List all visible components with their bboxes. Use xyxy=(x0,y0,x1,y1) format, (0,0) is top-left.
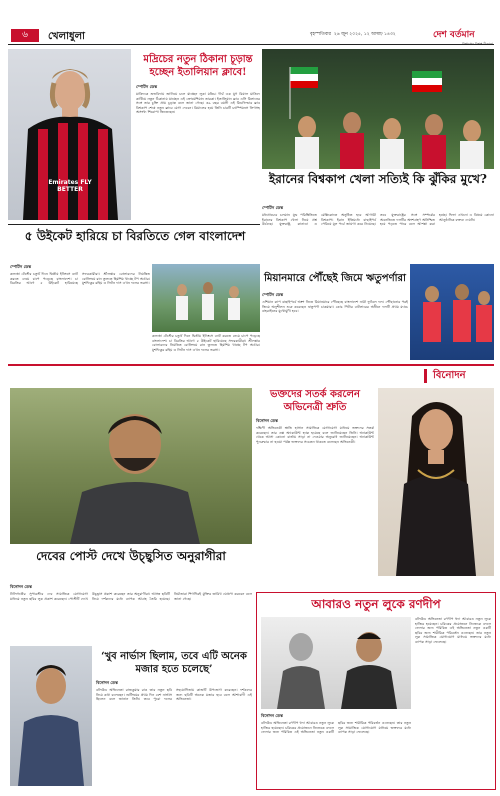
ranadip-photo xyxy=(261,617,411,709)
bangladesh-body: কলম্বো টেস্টের চতুর্থ দিনে দ্বিতীয় ইনিংসে ব্যাট করতে নেমে চাপে পড়েছে বাংলাদেশ। চা বিরতির আগে ৫ উইকেট হারিয়েছে সফরকারীরা। শ্রীলঙ্কার বোলারদের নিয়ন্ত্রিত বোলিংয়ে রান তুলতে হিমশিম খাচ্ছে টপ অর্ডার। মুশফিকুর রহিম ও লিটন দাস এখন দলের ভরসা। xyxy=(10,272,150,286)
shirt-sponsor: Emirates FLY BETTER xyxy=(48,179,92,193)
miyanmar-body: এশিয়ান কাপ বাছাইপর্বে অংশ নিতে মিয়ানমারে পৌঁছেছে বাংলাদেশ নারী ফুটবল দল। পৌঁছানোর পরই জিমে অনুশীলন শুরু করেছেন ঋতুপর্ণা চাকমারা। কোচ পিটার বাটলারের অধীনে দলটি প্রথম ম্যাচে বাহরাইনের মুখোমুখি হবে। xyxy=(262,300,408,314)
dev-byline: বিনোদন ডেস্ক xyxy=(10,584,32,589)
player-figure xyxy=(8,49,131,220)
dev-body: টালিগঞ্জের সুপারস্টার দেব সামাজিক যোগাযোগ মাধ্যমে নতুন ছবির লুক প্রকাশ করেছেন। পোস্টটি দেখে উচ্ছ্বাস প্রকাশ করেছেন তার অনুরাগীরা। আসন্ন ছবিটি নিয়ে দর্শকদের মধ্যে ব্যাপক আগ্রহ তৈরি হয়েছে। নির্মাতারা শিগগিরই মুক্তির তারিখ ঘোষণা করবেন বলে জানা গেছে। xyxy=(10,592,252,601)
miyanmar-headline: মিয়ানমারে পৌঁছেই জিমে ঋতুপর্ণারা xyxy=(264,273,406,284)
iran-headline: ইরানের বিশ্বকাপ খেলা সত্যিই কি ঝুঁকির মুখে? xyxy=(269,172,487,186)
rule-1 xyxy=(8,224,260,225)
cricket-players xyxy=(152,264,260,332)
rajkummar-headline: ‘খুব নার্ভাস ছিলাম, তবে এটি অনেক মজার হতে চলেছে’ xyxy=(101,651,247,675)
ranadip-headline: আবারও নতুন লুকে রণদীপ xyxy=(311,597,441,611)
modric-byline: স্পোর্টস ডেস্ক xyxy=(136,84,158,89)
ranadip-byline: বিনোদন ডেস্ক xyxy=(261,713,283,718)
dateline xyxy=(310,31,396,38)
ranadip-figures xyxy=(261,617,411,709)
shruti-body: দক্ষিণী অভিনেত্রী শ্রুতি হাসান সামাজিক যোগাযোগ মাধ্যমে ভক্তদের সতর্ক করেছেন। তার এক্স অ্যাকাউন্ট হ্যাক হয়েছে বলে জানিয়েছেন তিনি। অ্যাকাউন্ট থেকে আসা কোনো বার্তায় সাড়া না দেওয়ার অনুরোধ জানিয়েছেন। অ্যাকাউন্ট পুনরুদ্ধার না হওয়া পর্যন্ত ভক্তদের সচেতন থাকতে বলেছেন অভিনেত্রী। xyxy=(256,426,374,444)
dev-figure xyxy=(10,388,252,544)
women-footballers xyxy=(410,264,494,360)
ranadip-body-cont: বলিউড অভিনেতা রণদীপ হুদা আবারও নতুন লুকে হাজির হয়েছেন। চরিত্রের প্রয়োজনে নিজেকে বদলে ফেলার জন্য পরিচিত এই অভিনেতা নতুন একটি ছবির জন্য শারীরিক পরিবর্তন এনেছেন। তার নতুন লুক সামাজিক যোগাযোগ মাধ্যমে ভক্তদের মধ্যে ব্যাপক সাড়া ফেলেছে। xyxy=(415,617,491,644)
masthead-logo xyxy=(433,27,493,44)
shruti-photo xyxy=(378,388,494,576)
modric-photo xyxy=(8,49,131,220)
logo-subtitle xyxy=(433,42,493,48)
bangladesh-byline: স্পোর্টস ডেস্ক xyxy=(10,264,32,269)
ranadip-body: বলিউড অভিনেতা রণদীপ হুদা আবারও নতুন লুকে হাজির হয়েছেন। চরিত্রের প্রয়োজনে নিজেকে বদলে ফেলার জন্য পরিচিত এই অভিনেতা নতুন একটি ছবির জন্য শারীরিক পরিবর্তন এনেছেন। তার নতুন লুক সামাজিক যোগাযোগ মাধ্যমে ভক্তদের মধ্যে ব্যাপক সাড়া ফেলেছে। xyxy=(261,721,411,735)
iran-byline: স্পোর্টস ডেস্ক xyxy=(262,205,284,210)
rajkummar-figure xyxy=(10,646,92,786)
modric-headline: মদ্রিচের নতুন ঠিকানা চূড়ান্ত হচ্ছেন ইতালিয়ান ক্লাবে! xyxy=(143,54,253,78)
bangladesh-body-cont: কলম্বো টেস্টের চতুর্থ দিনে দ্বিতীয় ইনিংসে ব্যাট করতে নেমে চাপে পড়েছে বাংলাদেশ। চা বিরতির আগে ৫ উইকেট হারিয়েছে সফরকারীরা। শ্রীলঙ্কার বোলারদের নিয়ন্ত্রিত বোলিংয়ে রান তুলতে হিমশিম খাচ্ছে টপ অর্ডার। মুশফিকুর রহিম ও লিটন দাস এখন দলের ভরসা। xyxy=(152,334,260,352)
rajkummar-byline: বিনোদন ডেস্ক xyxy=(96,680,118,685)
miyanmar-byline: স্পোর্টস ডেস্ক xyxy=(262,292,284,297)
shruti-byline: বিনোদন ডেস্ক xyxy=(256,418,278,423)
iran-crowd xyxy=(262,49,494,169)
shruti-headline: ভক্তদের সতর্ক করলেন অভিনেত্রী শ্রুতি xyxy=(270,389,360,413)
logo-text: দেশ বর্তমান xyxy=(433,30,475,40)
section-divider xyxy=(8,364,494,366)
dev-photo xyxy=(10,388,252,544)
header-rule xyxy=(8,44,494,45)
modric-body: মাদ্রিদকে শুভবিদায় জানিয়ে চলে যাচ্ছেন লুকা মদ্রিচ। দীর্ঘ এক যুগ রিয়াল মাদ্রিদে কাটিয়ে নতুন ঠিকানায় যাচ্ছেন এই ক্রোয়েশিয়ান তারকা। ইতালিয়ান ক্লাব এসি মিলানের সঙ্গে তার চুক্তি প্রায় চূড়ান্ত বলে জানা গেছে। ৩৯ বছর বয়সী এই মিডফিল্ডার ক্লাব বিশ্বকাপ শেষে নতুন ক্লাবে যোগ দেবেন। রিয়ালের হয়ে তিনি চারটি চ্যাম্পিয়নস লিগসহ অসংখ্য শিরোপা জিতেছেন। xyxy=(136,92,260,115)
iran-body: মধ্যপ্রাচ্যের চলমান যুদ্ধ পরিস্থিতিতে ইরানের বিশ্বকাপ খেলা নিয়ে প্রশ্ন উঠেছে। যুক্তরাষ্ট্র, কানাডা ও মেক্সিকোতে অনুষ্ঠিত হবে আগামী বিশ্বকাপ। ইরান ইতিমধ্যে বাছাইপর্ব পেরিয়ে মূল পর্বে জায়গা করে নিয়েছে। তবে যুক্তরাষ্ট্রের সঙ্গে সম্পর্কের অবনতিতে দলটির অংশগ্রহণ অনিশ্চিত হয়ে পড়তে পারে বলে আশঙ্কা করা হচ্ছে। ফিফা এখনো এ বিষয়ে কোনো আনুষ্ঠানিক বক্তব্য দেয়নি। xyxy=(262,213,494,227)
date-label: ২৬ জুন ২০২৫, ১২ আষাঢ় ১৪৩২ xyxy=(333,32,396,37)
miyanmar-photo xyxy=(410,264,494,360)
day-label: বৃহস্পতিবার xyxy=(310,32,331,37)
iran-photo xyxy=(262,49,494,169)
page-header xyxy=(0,0,500,44)
ranadip-box xyxy=(256,592,496,790)
rajkummar-body: বলিউড অভিনেতা রাজকুমার রাও তার নতুন ছবি নিয়ে কথা বলেছেন। শুটিংয়ের প্রথম দিন বেশ নার্ভাস ছিলেন বলে জানান তিনি। তবে পুরো দলের সহযোগিতায় কাজটি উপভোগ করেছেন। দর্শকদের জন্য ছবিটি অনেক মজার হবে বলে আশাবাদী এই অভিনেতা। xyxy=(96,688,252,702)
shruti-figure xyxy=(378,388,494,576)
page-number: ৬ xyxy=(11,29,39,42)
section-title: খেলাধুলা xyxy=(48,31,85,42)
cricket-photo xyxy=(152,264,260,332)
bangladesh-headline: ৫ উইকেট হারিয়ে চা বিরতিতে গেল বাংলাদেশ xyxy=(24,229,246,243)
rajkummar-photo xyxy=(10,646,92,786)
binodon-label: বিনোদন xyxy=(424,369,500,383)
dev-headline: দেবের পোস্ট দেখে উচ্ছ্বসিত অনুরাগীরা xyxy=(36,549,226,563)
